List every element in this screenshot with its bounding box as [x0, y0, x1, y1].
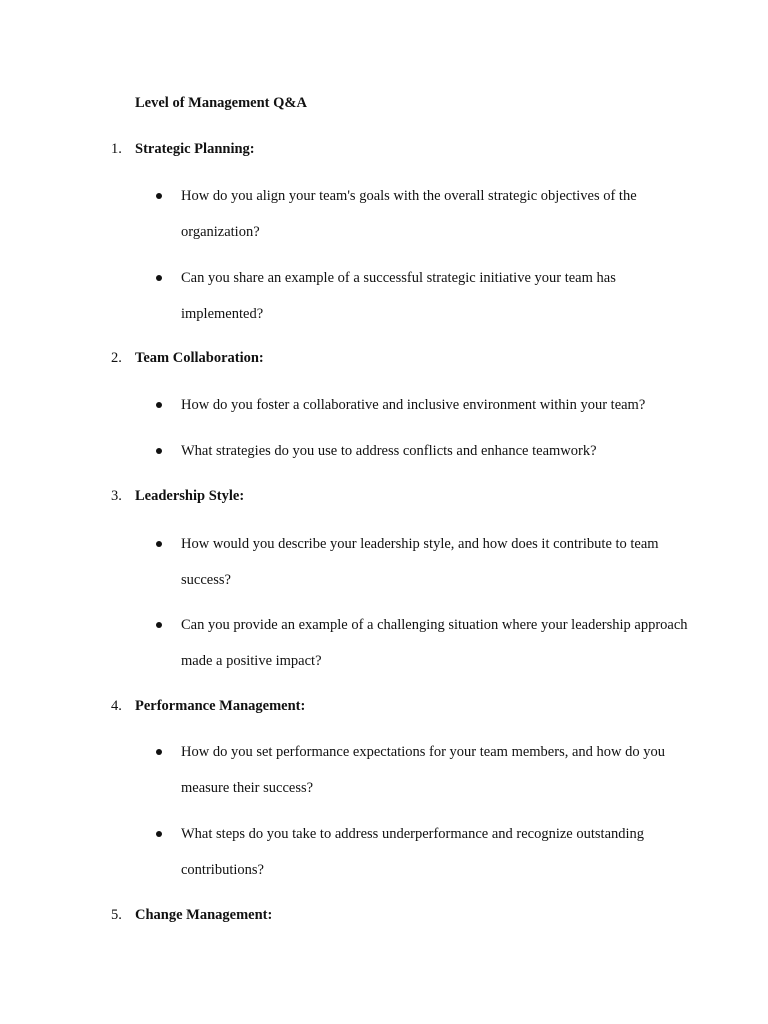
section-number: 4.: [111, 698, 122, 714]
section-heading: Change Management:: [135, 907, 273, 923]
bullet-icon: [156, 831, 162, 837]
bullet-icon: [156, 193, 162, 199]
section-heading: Team Collaboration:: [135, 350, 264, 366]
bullet-icon: [156, 622, 162, 628]
bullet-icon: [156, 448, 162, 454]
question-text: How would you describe your leadership style, and how does it contribute to team success?: [181, 536, 659, 588]
question-text: Can you share an example of a successful strategic initiative your team has implemented?: [181, 270, 616, 322]
bullet-icon: [156, 275, 162, 281]
question-text: Can you provide an example of a challenging situation where your leadership approach made a positive impact?: [181, 617, 688, 669]
bullet-icon: [156, 402, 162, 408]
question-text: What strategies do you use to address conflicts and enhance teamwork?: [181, 443, 597, 459]
document-title: Level of Management Q&A: [135, 95, 307, 111]
question-text: How do you foster a collaborative and inclusive environment within your team?: [181, 397, 646, 413]
question-text: What steps do you take to address underperformance and recognize outstanding contributions?: [181, 826, 645, 878]
section-heading: Strategic Planning:: [135, 141, 255, 157]
bullet-icon: [156, 541, 162, 547]
section-heading: Leadership Style:: [135, 488, 245, 504]
section-heading: Performance Management:: [135, 698, 306, 714]
section-number: 1.: [111, 141, 122, 157]
section-number: 3.: [111, 488, 122, 504]
bullet-icon: [156, 749, 162, 755]
question-text: How do you set performance expectations for your team members, and how do you measure their success?: [181, 744, 666, 796]
section-number: 5.: [111, 907, 122, 923]
section-number: 2.: [111, 350, 122, 366]
question-text: How do you align your team's goals with the overall strategic objectives of the organization?: [181, 188, 637, 240]
